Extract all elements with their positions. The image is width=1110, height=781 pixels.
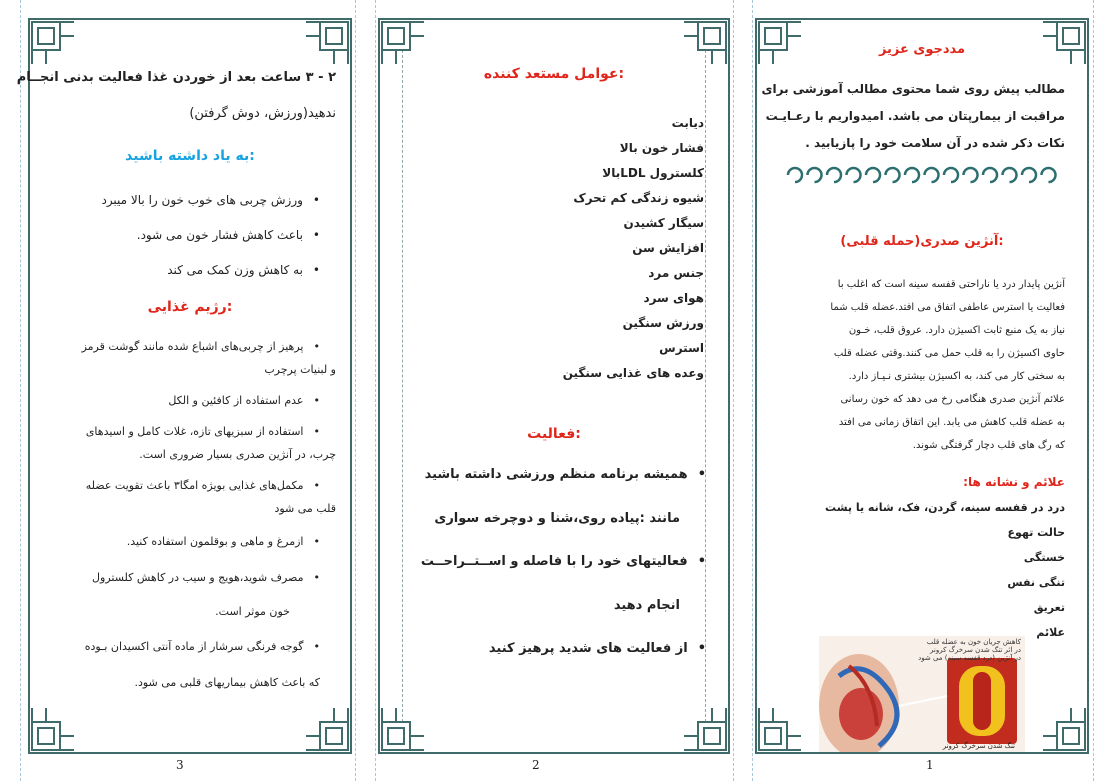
list-item: • گوجه فرنگی سرشار از ماده آنتی اکسیدان بـوده (85, 640, 320, 653)
symptom-item: حالت تهوع (1007, 526, 1065, 539)
corner-ornament (757, 708, 801, 752)
symptom-item: علائم (1036, 626, 1065, 639)
list-item-cont: و لبنیات پرچرب (264, 363, 336, 376)
risk-item: ورزش سنگین (622, 316, 704, 330)
corner-ornament (757, 20, 801, 64)
risk-item: جنس مرد (648, 266, 704, 280)
intro-line: ۲ - ۳ ساعت بعد از خوردن غذا فعالیت بدنی انجــام (16, 70, 336, 85)
list-item: • عدم استفاده از کافئین و الکل (168, 394, 320, 407)
figure-caption: کاهش جریان خون به عضله قلب (926, 638, 1021, 646)
angina-line: نیاز به یک منبع ثابت اکسیژن دارد. عروق قلب، خـون (848, 325, 1065, 336)
angina-line: آنژین پایدار درد یا ناراحتی قفسه سینه است که اغلب با (837, 279, 1065, 290)
list-item-cont: چرب، در آنژین صدری بسیار ضروری است. (139, 448, 336, 461)
list-item: • پرهیز از چربی‌های اشباع شده مانند گوشت قرمز (82, 340, 320, 353)
swirl-ornament (1003, 168, 1017, 182)
margin-guide (20, 0, 21, 781)
corner-ornament (684, 20, 728, 64)
margin-guide (355, 0, 356, 781)
corner-ornament (30, 20, 74, 64)
swirl-ornament (886, 168, 900, 182)
corner-ornament (380, 708, 424, 752)
swirl-ornament (1042, 168, 1056, 182)
symptom-item: خستگی (1023, 551, 1065, 564)
ornament-divider (785, 162, 1065, 188)
swirl-ornament (788, 168, 802, 182)
swirl-ornament (905, 168, 919, 182)
list-item: • مصرف شوید،هویج و سیب در کاهش کلسترول (92, 571, 320, 584)
corner-ornament (30, 708, 74, 752)
list-item: • ورزش چربی های خوب خون را بالا میبرد (101, 193, 320, 207)
page-number: 3 (176, 758, 184, 772)
swirl-ornament (983, 168, 997, 182)
angina-line: که رگ های قلب دچار گرفتگی شوند. (912, 440, 1065, 451)
activity-item: • فعالیتهای خود را با فاصله و اســتــراحــت (421, 554, 706, 569)
greeting-heading: مددجوی عزیز (878, 42, 966, 57)
figure-caption: در آنژین (درد قفسه سینه) می شود (918, 654, 1021, 662)
swirl-ornament (925, 168, 939, 182)
diet-heading: رژیم غذایی: (147, 299, 233, 315)
swirl-ornament (944, 168, 958, 182)
corner-ornament (380, 20, 424, 64)
swirl-ornament (964, 168, 978, 182)
margin-guide (733, 0, 734, 781)
angina-line: به سختی کار می کند، به اکسیژن بیشتری نـیـاز دارد. (848, 371, 1065, 382)
activity-item-cont: انجام دهید (613, 598, 680, 613)
figure-label: تنگ شدن سرخرگ کرونر (942, 742, 1015, 750)
swirl-ornament (1022, 168, 1036, 182)
swirl-ornament (827, 168, 841, 182)
symptom-item: تعریق (1033, 601, 1065, 614)
intro-line: ندهید(ورزش، دوش گرفتن) (189, 106, 336, 121)
list-item-cont: قلب می شود (274, 502, 336, 515)
angina-line: حاوی اکسیژن را به قلب حمل می کنند.وقتی عضله قلب (833, 348, 1065, 359)
risk-item: سیگار کشیدن (623, 216, 704, 230)
coronary-artery-figure (819, 636, 1025, 752)
corner-ornament (306, 708, 350, 752)
intro-line: مراقبت از بیمارپتان می باشد. امیدواریم با رعـایـت (765, 109, 1065, 123)
figure-caption: در اثر تنگ شدن سرخرگ کرونر (930, 646, 1021, 654)
intro-line: نکات ذکر شده در آن سلامت خود را پازیابید . (805, 136, 1065, 150)
corner-ornament (306, 20, 350, 64)
angina-line: به عضله قلب کاهش می یابد. این اتفاق زمانی می افتد (838, 417, 1065, 428)
symptom-item: تنگی نفس (1007, 576, 1065, 589)
activity-item: • همیشه برنامه منظم ورزشی داشته باشید (425, 467, 706, 482)
angina-heading: آنژین صدری(حمله قلبی): (840, 234, 1004, 249)
list-item: • ازمرغ و ماهی و بوقلمون استفاده کنید. (127, 535, 320, 548)
margin-guide (375, 0, 376, 781)
risk-item: استرس (659, 341, 704, 355)
risk-item: شیوه زندگی کم تحرک (573, 191, 704, 205)
activity-item: • از فعالیت های شدید پرهیز کنید (489, 641, 706, 656)
risk-item: فشار خون بالا (619, 141, 704, 155)
swirl-ornament (808, 168, 822, 182)
page-number: 2 (532, 758, 540, 772)
risk-heading: عوامل مستعد کننده: (483, 66, 625, 82)
risk-item: کلسترول LDLبالا (602, 166, 704, 180)
page-2 (378, 18, 730, 754)
swirl-ornament (847, 168, 861, 182)
corner-ornament (1043, 708, 1087, 752)
page-1 (755, 18, 1089, 754)
list-item: • باعث کاهش فشار خون می شود. (137, 228, 320, 242)
corner-ornament (1043, 20, 1087, 64)
margin-guide (1093, 0, 1094, 781)
risk-item: افزایش سن (632, 241, 704, 255)
list-item: • مکمل‌های غذایی بویژه امگا۳ باعث تقویت عضله (86, 479, 320, 492)
angina-line: فعالیت یا استرس عاطفی اتفاق می افتد.عضله قلب شما (830, 302, 1065, 313)
swirl-ornament (866, 168, 880, 182)
symptoms-heading: علائم و نشانه ها: (963, 475, 1065, 489)
list-item-cont: خون موثر است. (215, 605, 290, 618)
symptom-item: درد در قفسه سینه، گردن، فک، شانه یا پشت (825, 501, 1065, 514)
list-item-cont: که باعث کاهش بیماریهای قلبی می شود. (134, 676, 320, 689)
list-item: • استفاده از سبزیهای تازه، غلات کامل و اسیدهای (86, 425, 320, 438)
page-3 (16, 18, 352, 754)
activity-heading: فعالیت: (527, 426, 581, 442)
margin-guide (752, 0, 753, 781)
risk-item: وعده های غذایی سنگین (562, 366, 704, 380)
page-number: 1 (926, 758, 934, 772)
list-item: • به کاهش وزن کمک می کند (167, 263, 320, 277)
intro-line: مطالب پیش روی شما محتوی مطالب آموزشی برای (761, 82, 1065, 96)
activity-item-cont: مانند :پیاده روی،شنا و دوچرخه سواری (434, 511, 680, 526)
risk-item: دیابت (671, 116, 704, 130)
angina-line: علائم آنژین صدری هنگامی رخ می دهد که خون رسانی (840, 394, 1065, 405)
risk-item: هوای سرد (643, 291, 704, 305)
remember-heading: به یاد داشته باشید: (125, 148, 255, 164)
corner-ornament (684, 708, 728, 752)
